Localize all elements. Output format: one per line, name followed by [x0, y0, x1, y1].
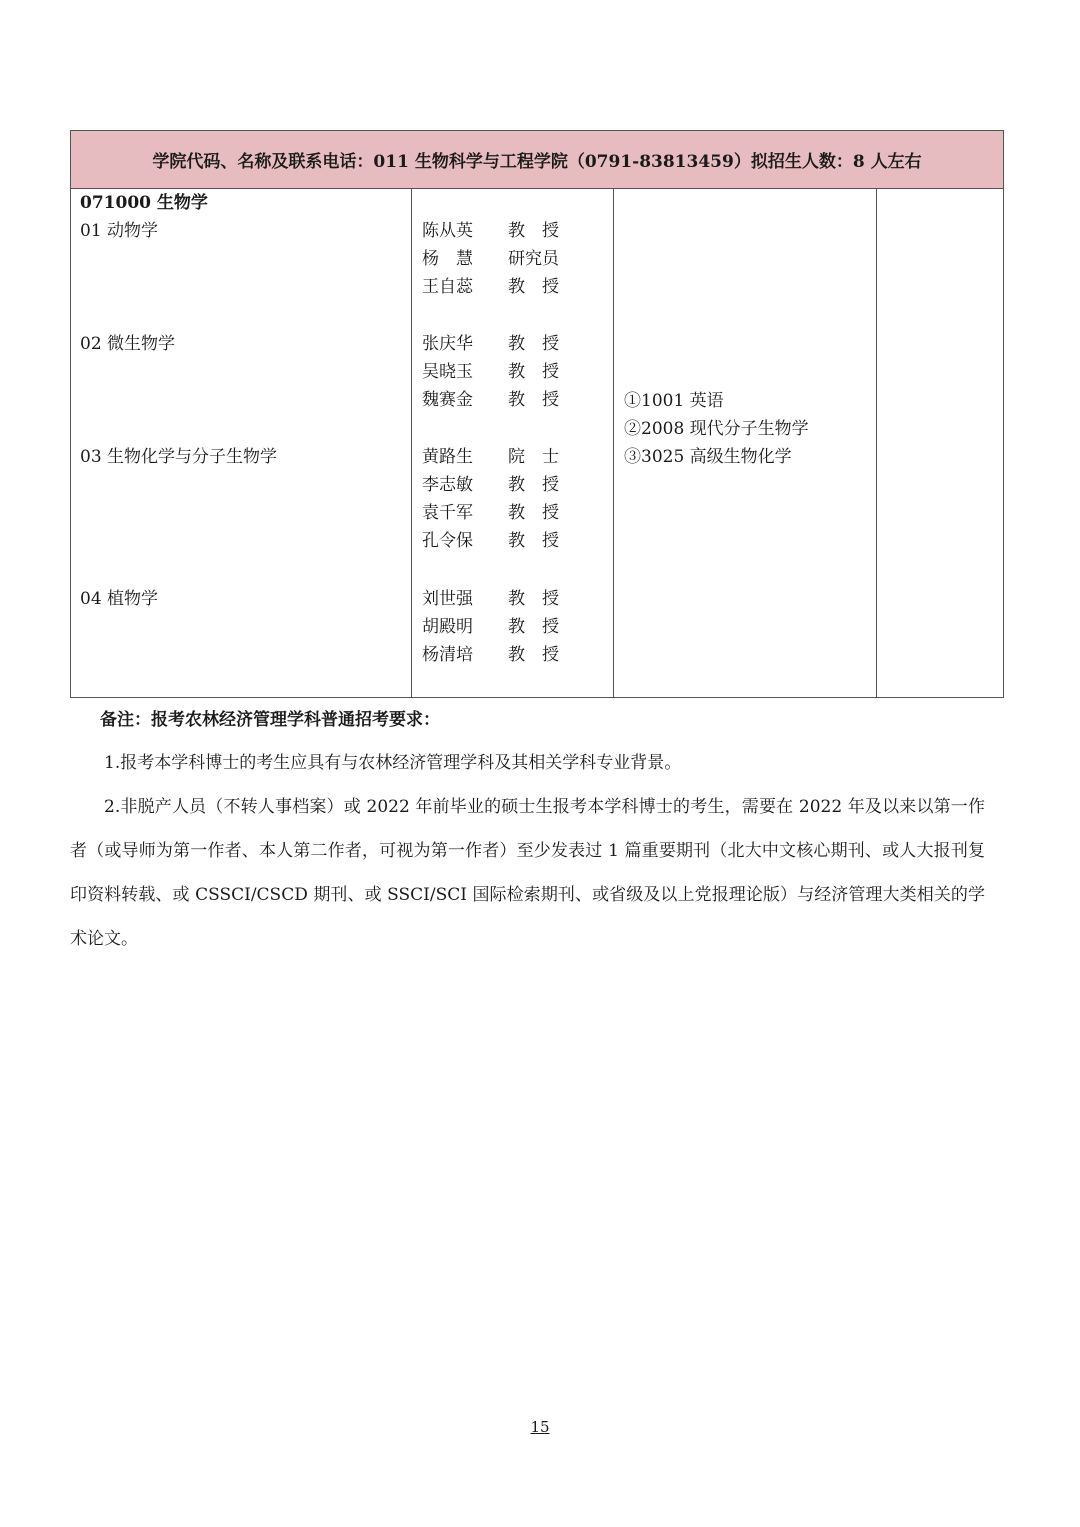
advisor-row	[422, 358, 559, 386]
advisor-title: 教 授	[508, 221, 559, 241]
advisor-row	[422, 245, 559, 273]
advisor-title: 教 授	[508, 390, 559, 410]
note-item: 2.非脱产人员（不转人事档案）或 2022 年前毕业的硕士生报考本学科博士的考生，需要在 2022 年及以来以第一作者（或导师为第一作者、本人第二作者，可视为第一作者）至少发表过 1 篇重要期刊（北大中文核心期刊、或人大报刊复印资料转载、或 CSSCI/CSCD 期刊、或 SSCI/SCI 国际检索期刊、或省级及以上党报理论版）与经济管理大类相关的学术论文。	[70, 797, 985, 949]
note-item: 1.报考本学科博士的考生应具有与农林经济管理学科及其相关学科专业背景。	[104, 753, 682, 773]
advisor-name: 孔令保	[422, 531, 473, 551]
direction-item: 02 微生物学	[80, 334, 176, 354]
advisor-row	[422, 330, 559, 358]
advisor-title: 研究员	[508, 249, 559, 269]
page-number: 15	[530, 1418, 550, 1436]
column-divider	[876, 189, 877, 697]
advisor-name: 王自蕊	[422, 277, 473, 297]
column-divider	[613, 189, 614, 697]
advisor-title: 教 授	[508, 589, 559, 609]
advisor-name: 张庆华	[422, 334, 473, 354]
advisor-row	[422, 613, 559, 641]
advisor-row	[422, 273, 559, 301]
advisor-title: 教 授	[508, 617, 559, 637]
discipline-code: 071000 生物学	[80, 193, 208, 213]
direction-item: 03 生物化学与分子生物学	[80, 447, 278, 467]
advisor-row	[422, 386, 559, 414]
advisor-title: 教 授	[508, 362, 559, 382]
advisor-row	[422, 641, 559, 669]
advisor-title: 教 授	[508, 645, 559, 665]
advisor-row	[422, 443, 559, 471]
advisor-name: 杨 慧	[422, 249, 473, 269]
direction-item: 04 植物学	[80, 589, 159, 609]
advisor-row	[422, 217, 559, 245]
advisor-title: 院 士	[508, 447, 559, 467]
advisor-row	[422, 471, 559, 499]
admissions-table	[70, 130, 1004, 698]
advisor-name: 胡殿明	[422, 617, 473, 637]
exam-subject: ①1001 英语	[624, 391, 724, 411]
advisor-title: 教 授	[508, 475, 559, 495]
advisor-name: 袁千军	[422, 503, 473, 523]
advisor-row	[422, 499, 559, 527]
advisor-name: 陈从英	[422, 221, 473, 241]
advisor-row	[422, 585, 559, 613]
advisor-name: 李志敏	[422, 475, 473, 495]
advisor-name: 魏赛金	[422, 390, 473, 410]
advisor-row	[422, 527, 559, 555]
column-divider	[411, 189, 412, 697]
advisor-name: 刘世强	[422, 589, 473, 609]
advisor-name: 黄路生	[422, 447, 473, 467]
advisor-title: 教 授	[508, 531, 559, 551]
advisor-name: 吴晓玉	[422, 362, 473, 382]
advisor-title: 教 授	[508, 277, 559, 297]
table-header: 学院代码、名称及联系电话：011 生物科学与工程学院（0791-83813459）拟招生人数：8 人左右	[71, 131, 1003, 189]
advisor-title: 教 授	[508, 503, 559, 523]
exam-subject: ③3025 高级生物化学	[624, 447, 792, 467]
advisor-title: 教 授	[508, 334, 559, 354]
advisor-name: 杨清培	[422, 645, 473, 665]
exam-subject: ②2008 现代分子生物学	[624, 419, 809, 439]
notes-title: 备注：报考农林经济管理学科普通招考要求：	[100, 710, 440, 730]
direction-item: 01 动物学	[80, 221, 159, 241]
